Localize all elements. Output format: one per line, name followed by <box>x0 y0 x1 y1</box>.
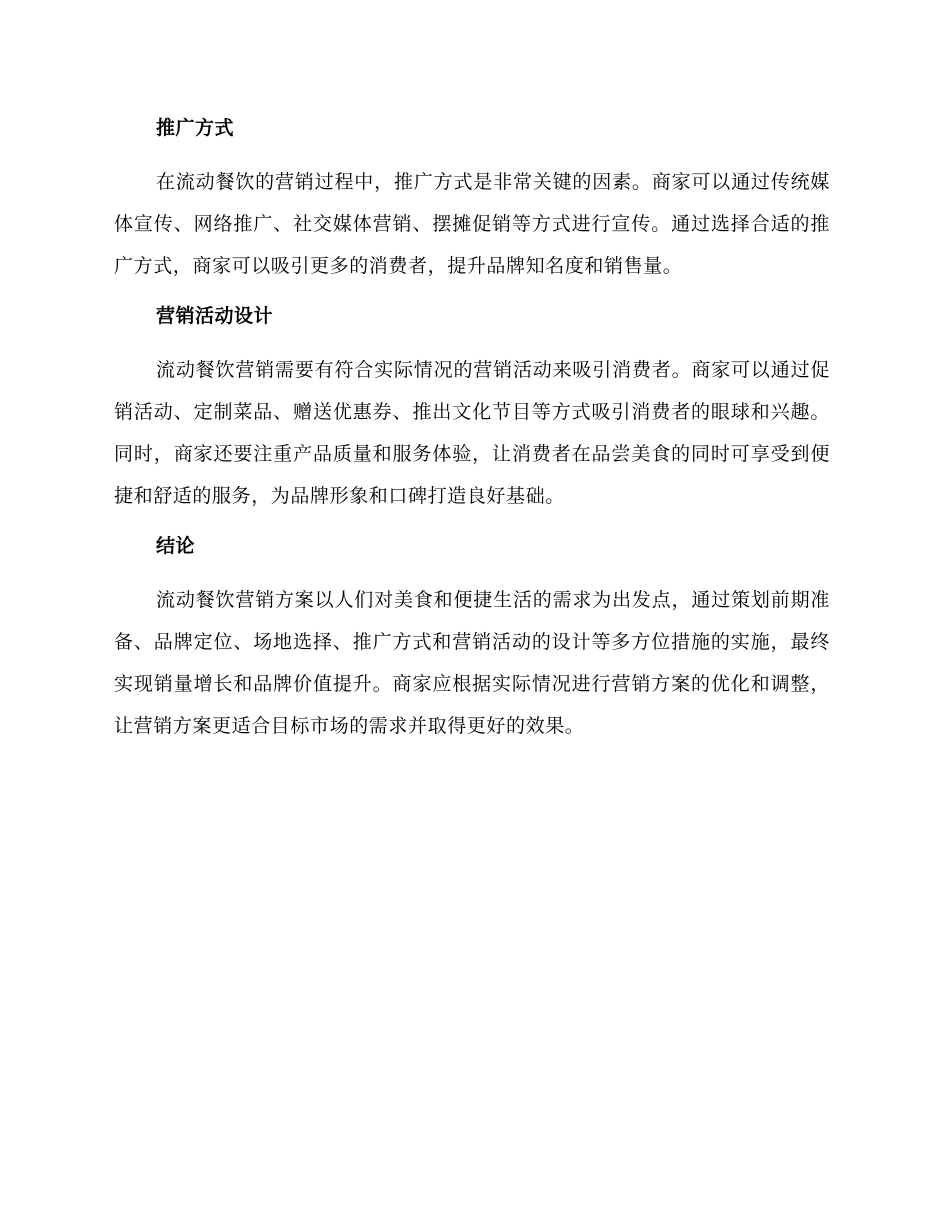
section-heading: 结论 <box>156 535 196 557</box>
section-paragraph: 在流动餐饮的营销过程中，推广方式是非常关键的因素。商家可以通过传统媒体宣传、网络推广、社交媒体营销、摆摊促销等方式进行宣传。通过选择合适的推广方式，商家可以吸引更多的消费者，提升品牌知名度和销售量。 <box>114 171 830 277</box>
section-conclusion <box>114 526 830 747</box>
document-body <box>114 108 830 756</box>
section-marketing-activity-design <box>114 296 830 517</box>
section-paragraph: 流动餐饮营销需要有符合实际情况的营销活动来吸引消费者。商家可以通过促销活动、定制菜品、赠送优惠券、推出文化节目等方式吸引消费者的眼球和兴趣。同时，商家还要注重产品质量和服务体验，让消费者在品尝美食的同时可享受到便捷和舒适的服务，为品牌形象和口碑打造良好基础。 <box>114 359 830 507</box>
section-heading: 推广方式 <box>156 117 235 139</box>
section-promotion-methods <box>114 108 830 287</box>
section-heading: 营销活动设计 <box>156 305 274 327</box>
section-paragraph: 流动餐饮营销方案以人们对美食和便捷生活的需求为出发点，通过策划前期准备、品牌定位、场地选择、推广方式和营销活动的设计等多方位措施的实施，最终实现销量增长和品牌价值提升。商家应根据实际情况进行营销方案的优化和调整，让营销方案更适合目标市场的需求并取得更好的效果。 <box>114 589 830 737</box>
